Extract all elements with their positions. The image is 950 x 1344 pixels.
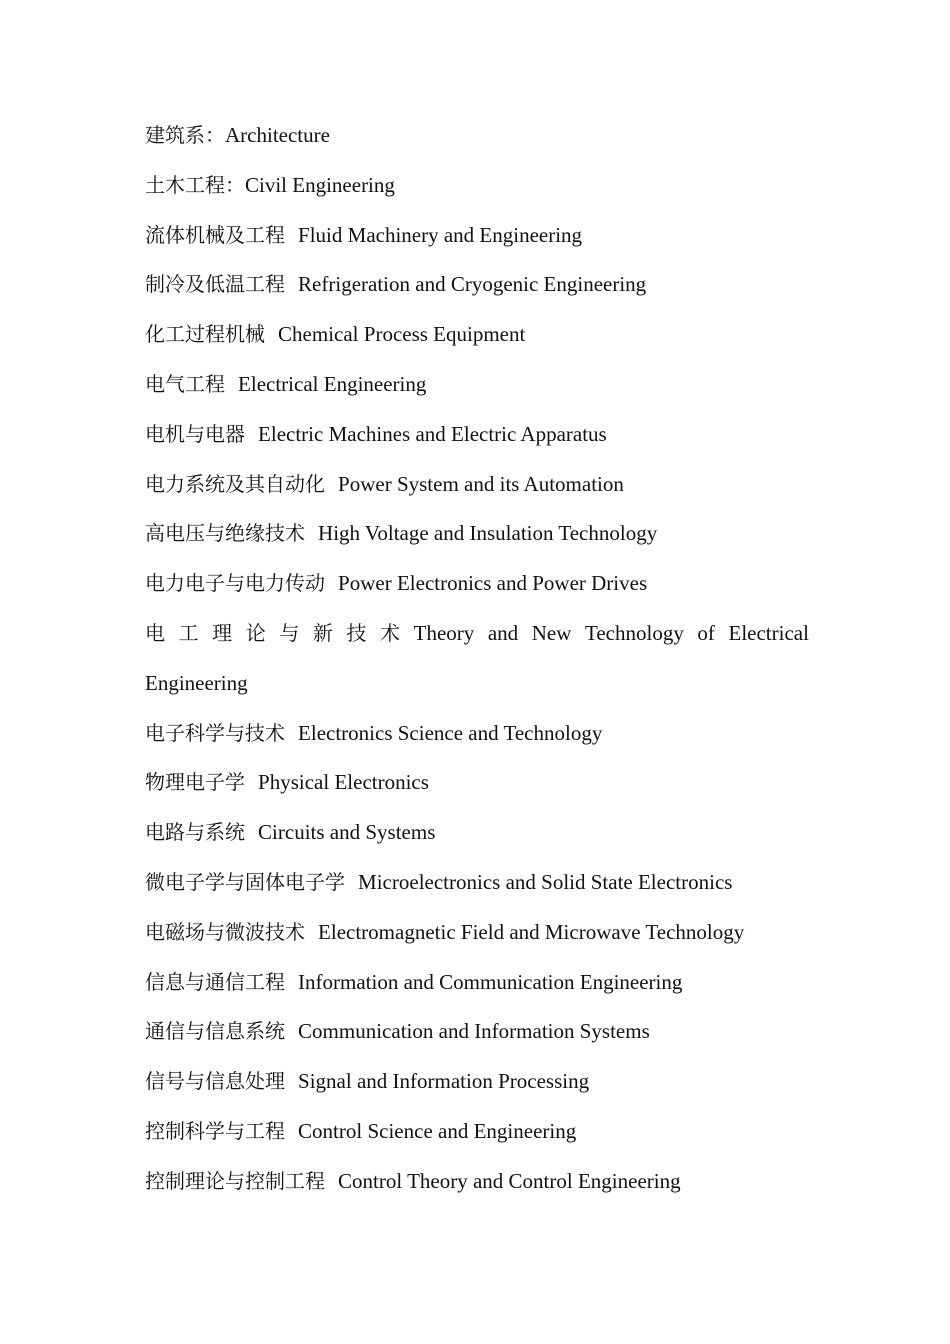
english-term: Electric Machines and Electric Apparatus [258,421,607,446]
chinese-term: 通信与信息系统 [145,1019,285,1044]
chinese-term: 电气工程 [145,371,225,396]
list-item [145,958,809,1008]
chinese-term: 化工过程机械 [145,322,265,347]
chinese-term-char: 工 [178,620,199,645]
english-term: Fluid Machinery and Engineering [298,222,583,247]
chinese-term-char: 新 [312,620,333,645]
chinese-term: 建筑系： [145,123,225,147]
english-term: Electrical Engineering [238,371,427,396]
list-item [145,161,809,211]
chinese-term: 电磁场与微波技术 [145,919,305,944]
english-term: Communication and Information Systems [298,1019,650,1044]
chinese-term: 电力电子与电力传动 [145,571,325,596]
list-item [145,360,809,410]
english-term-word: Theory [413,620,475,645]
english-term: Architecture [225,123,330,147]
list-item [145,509,809,559]
english-term: Physical Electronics [258,770,429,795]
chinese-term: 控制科学与工程 [145,1118,285,1143]
chinese-term-char: 技 [346,620,367,645]
chinese-term-char: 与 [279,620,300,645]
chinese-term: 电路与系统 [145,820,245,845]
list-item [145,111,809,161]
english-term-word: and [487,620,519,645]
english-term: Electronics Science and Technology [298,720,603,745]
chinese-term: 高电压与绝缘技术 [145,521,305,546]
chinese-term-char: 论 [245,620,266,645]
list-item [145,410,809,460]
chinese-term: 信号与信息处理 [145,1069,285,1094]
english-term: Refrigeration and Cryogenic Engineering [298,272,647,297]
chinese-term: 制冷及低温工程 [145,272,285,297]
list-item [145,260,809,310]
english-term: Power System and its Automation [338,471,624,496]
chinese-term: 微电子学与固体电子学 [145,869,345,894]
english-term: Electromagnetic Field and Microwave Technology [318,919,745,944]
chinese-term-char: 术 [380,620,401,645]
list-item [145,460,809,510]
list-item [145,559,809,609]
list-item [145,858,809,908]
english-term: Chemical Process Equipment [278,322,526,347]
list-item [145,758,809,808]
chinese-term: 电子科学与技术 [145,720,285,745]
list-item-justified [145,609,809,659]
chinese-term: 土木工程： [145,172,245,197]
english-term-word: New [531,620,572,645]
english-term-continuation: Engineering [145,670,248,695]
english-term: Signal and Information Processing [298,1069,590,1094]
list-item [145,908,809,958]
english-term: Microelectronics and Solid State Electronics [358,869,733,894]
list-item [145,1057,809,1107]
english-term: Information and Communication Engineering [298,969,683,994]
chinese-term: 物理电子学 [145,770,245,795]
list-item [145,1107,809,1157]
chinese-term: 控制理论与控制工程 [145,1168,325,1193]
english-term: Control Theory and Control Engineering [338,1168,681,1193]
chinese-term: 信息与通信工程 [145,969,285,994]
list-item [145,808,809,858]
list-item [145,310,809,360]
english-term: Power Electronics and Power Drives [338,571,648,596]
english-term: Civil Engineering [245,172,395,197]
chinese-term-char: 理 [212,620,233,645]
chinese-term: 电机与电器 [145,421,245,446]
list-item [145,1007,809,1057]
list-item [145,1157,809,1207]
english-term: High Voltage and Insulation Technology [318,521,658,546]
english-term: Circuits and Systems [258,820,436,845]
discipline-list [145,111,809,1207]
chinese-term: 电力系统及其自动化 [145,471,325,496]
english-term-word: of [697,620,715,645]
chinese-term-char: 电 [145,620,165,645]
chinese-term: 流体机械及工程 [145,222,285,247]
list-item [145,211,809,261]
list-item-continuation [145,659,809,709]
list-item [145,709,809,759]
english-term-word: Technology [585,620,684,645]
english-term: Control Science and Engineering [298,1118,577,1143]
english-term-word: Electrical [728,620,809,645]
